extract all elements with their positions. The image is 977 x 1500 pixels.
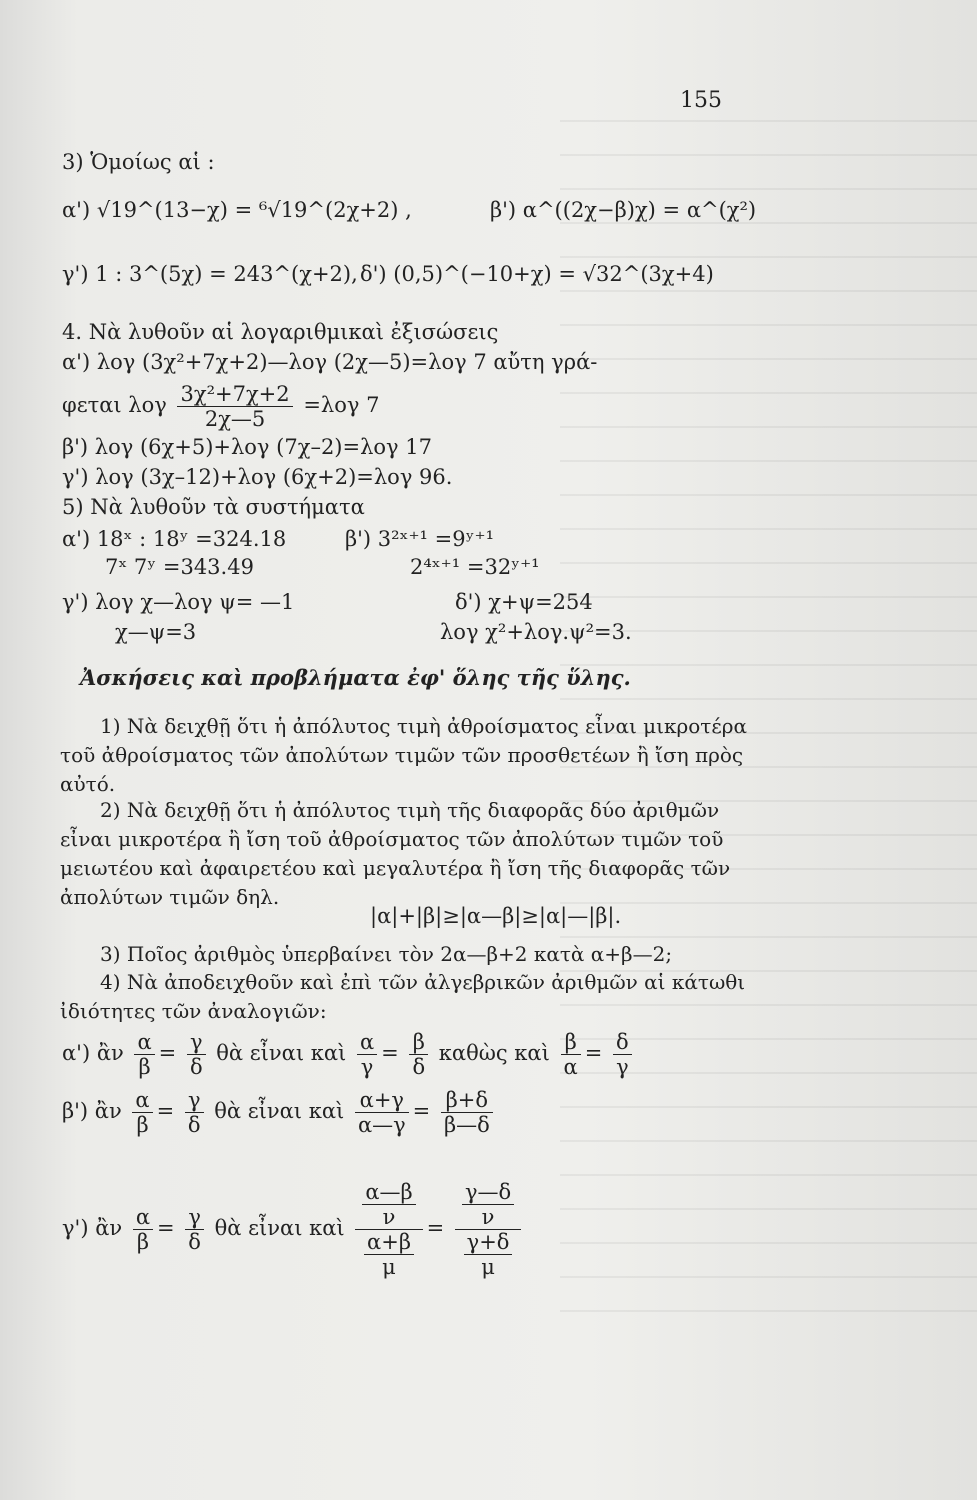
- denominator: δ: [412, 1055, 426, 1079]
- numerator: α: [134, 1030, 154, 1055]
- ex4-title: 4. Νὰ λυθοῦν αἱ λογαριθμικαὶ ἐξισώσεις: [62, 320, 499, 344]
- denominator: γ: [616, 1055, 629, 1079]
- denominator: δ: [189, 1055, 203, 1079]
- ex4-a1: α') λογ (3χ²+7χ+2)—λογ (2χ—5)=λογ 7 αὔτη γρά-: [62, 350, 598, 374]
- fraction: [187, 1030, 206, 1079]
- section-heading: Ἀσκήσεις καὶ προβλήματα ἐφ' ὅλης τῆς ὕλης.: [80, 665, 631, 690]
- p4c-mid: θὰ εἶναι καὶ: [214, 1216, 345, 1240]
- ex5-a2: 7ˣ 7ʸ =343.49: [105, 555, 254, 579]
- fraction: [132, 1088, 152, 1137]
- denominator: ν: [481, 1205, 495, 1229]
- ex3-d: δ') (0,5)^(−10+χ) = √32^(3χ+4): [360, 262, 714, 286]
- numerator: β+δ: [441, 1088, 493, 1113]
- fraction: [355, 1088, 409, 1137]
- ex3-c: γ') 1 : 3^(5χ) = 243^(χ+2),: [62, 262, 358, 286]
- problem-4: 4) Νὰ ἀποδειχθοῦν καὶ ἐπὶ τῶν ἀλγεβρικῶν ἀριθμῶν αἱ κάτωθι ἰδιότητες τῶν ἀναλογιῶν:: [60, 970, 746, 1023]
- numerator: α: [357, 1030, 377, 1055]
- fraction: [364, 1230, 414, 1279]
- numerator: γ+δ: [464, 1230, 513, 1255]
- numerator: γ: [187, 1030, 206, 1055]
- denominator: β—δ: [443, 1113, 490, 1137]
- problem-4b: β') ἂν $\frac{\alpha}{\beta}$ = $\frac{\gamma}{\delta}$ θὰ εἶναι καὶ $\frac{\alpha+\gamma}{\alpha—\gamma}$ = $\frac{\beta+\delta}{\beta—\delta}$: [62, 1088, 497, 1137]
- denominator: 2χ—5: [204, 407, 266, 431]
- ex4-a2-post: =λογ 7: [303, 393, 380, 417]
- fraction: [464, 1230, 513, 1279]
- problem-4a: α') ἂν $\frac{\alpha}{\beta}$ = $\frac{\gamma}{\delta}$ θὰ εἶναι καὶ $\frac{\alpha}{\gamma}$ = $\frac{\beta}{\delta}$ καθὼς καὶ $\frac{\beta}{\alpha}$ = $\frac{\delta}{\gamma}$: [62, 1030, 636, 1079]
- numerator: [455, 1180, 521, 1230]
- denominator: ν: [382, 1205, 396, 1229]
- denominator: β: [138, 1055, 151, 1079]
- denominator: [455, 1230, 521, 1279]
- p4a-mid: θὰ εἶναι καὶ: [216, 1041, 347, 1065]
- ex5-b1: β') 3²ˣ⁺¹ =9ʸ⁺¹: [345, 527, 494, 551]
- p4a-label: α') ἂν: [62, 1041, 124, 1065]
- ex4-a2-pre: φεται λογ: [62, 393, 167, 417]
- fraction: [561, 1030, 581, 1079]
- denominator: μ: [382, 1255, 396, 1279]
- denominator: γ: [360, 1055, 374, 1079]
- numerator: γ: [185, 1205, 204, 1230]
- numerator: [355, 1180, 422, 1230]
- ex3-title: 3) Ὁμοίως αἱ :: [62, 150, 215, 174]
- numerator: 3χ²+7χ+2: [177, 382, 292, 407]
- ex3-b: β') α^((2χ−β)χ) = α^(χ²): [490, 198, 757, 222]
- ex5-d2: λογ χ²+λογ.ψ²=3.: [440, 620, 632, 644]
- numerator: α+β: [364, 1230, 414, 1255]
- problem-3: 3) Ποῖος ἀριθμὸς ὑπερβαίνει τὸν 2α—β+2 κατὰ α+β—2;: [100, 942, 673, 966]
- numerator: β: [561, 1030, 581, 1055]
- fraction: [133, 1205, 153, 1254]
- problem-2: 2) Νὰ δειχθῇ ὅτι ἡ ἀπόλυτος τιμὴ τῆς διαφορᾶς δύο ἀριθμῶν εἶναι μικροτέρα ἢ ἴση τοῦ ἀθροίσματος τῶν ἀπολύτων τιμῶν τοῦ μειωτέου καὶ ἀφαιρετέου καὶ μεγαλυτέρα ἢ ἴση τῆς διαφορᾶς τῶν ἀπολύτων τιμῶν δηλ.: [60, 798, 731, 909]
- ex5-a1: α') 18ˣ : 18ʸ =324.18: [62, 527, 287, 551]
- denominator: δ: [188, 1230, 201, 1254]
- numerator: α—β: [362, 1180, 415, 1205]
- numerator: α+γ: [355, 1088, 409, 1113]
- denominator: β: [136, 1113, 149, 1137]
- compound-fraction: [355, 1180, 422, 1279]
- p4a-mid2: καθὼς καὶ: [438, 1041, 550, 1065]
- fraction: [613, 1030, 632, 1079]
- p4c-label: γ') ἂν: [62, 1216, 123, 1240]
- denominator: α: [563, 1055, 578, 1079]
- fraction: [362, 1180, 415, 1229]
- problem-2-formula: |α|+|β|≥|α—β|≥|α|—|β|.: [370, 904, 622, 928]
- p4b-mid: θὰ εἶναι καὶ: [214, 1099, 345, 1123]
- numerator: α: [133, 1205, 153, 1230]
- fraction: [357, 1030, 377, 1079]
- denominator: [355, 1230, 422, 1279]
- fraction: [409, 1030, 428, 1079]
- ex5-b2: 2⁴ˣ⁺¹ =32ʸ⁺¹: [410, 555, 540, 579]
- ex4-b: β') λογ (6χ+5)+λογ (7χ–2)=λογ 17: [62, 435, 432, 459]
- numerator: β: [409, 1030, 428, 1055]
- fraction: [185, 1088, 204, 1137]
- numerator: γ: [185, 1088, 204, 1113]
- denominator: α—γ: [357, 1113, 406, 1137]
- fraction: [462, 1180, 514, 1229]
- ex4-a2-fraction: [177, 382, 292, 431]
- problem-4c: γ') ἂν $\frac{\alpha}{\beta}$ = $\frac{\gamma}{\delta}$ θὰ εἶναι καὶ $\frac{\frac{\alpha—\beta}{\nu}}{\frac{\alpha+\beta}{\mu}}$ = $\frac{\frac{\gamma—\delta}{\nu}}{\frac{\gamma+\delta}{\mu}}$: [62, 1180, 525, 1279]
- ex3-a: α') √19^(13−χ) = ⁶√19^(2χ+2) ,: [62, 198, 412, 222]
- compound-fraction: [455, 1180, 521, 1279]
- denominator: μ: [481, 1255, 495, 1279]
- fraction: [134, 1030, 154, 1079]
- problem-1: 1) Νὰ δειχθῇ ὅτι ἡ ἀπόλυτος τιμὴ ἀθροίσματος εἶναι μικροτέρα τοῦ ἀθροίσματος τῶν ἀπολύτων τιμῶν τῶν προσθετέων ἢ ἴση πρὸς αὐτό.: [60, 714, 747, 796]
- denominator: δ: [187, 1113, 201, 1137]
- denominator: β: [136, 1230, 149, 1254]
- ex4-c: γ') λογ (3χ–12)+λογ (6χ+2)=λογ 96.: [62, 465, 453, 489]
- numerator: γ—δ: [462, 1180, 514, 1205]
- ex5-c1: γ') λογ χ—λογ ψ= —1: [62, 590, 295, 614]
- ex4-a2: [62, 382, 379, 431]
- ex5-title: 5) Νὰ λυθοῦν τὰ συστήματα: [62, 495, 365, 519]
- numerator: δ: [613, 1030, 632, 1055]
- ex5-d1: δ') χ+ψ=254: [455, 590, 593, 614]
- fraction: [441, 1088, 493, 1137]
- ex5-c2: χ—ψ=3: [115, 620, 197, 644]
- numerator: α: [132, 1088, 152, 1113]
- fraction: [185, 1205, 204, 1254]
- page-number: 155: [680, 88, 722, 113]
- p4b-label: β') ἂν: [62, 1099, 122, 1123]
